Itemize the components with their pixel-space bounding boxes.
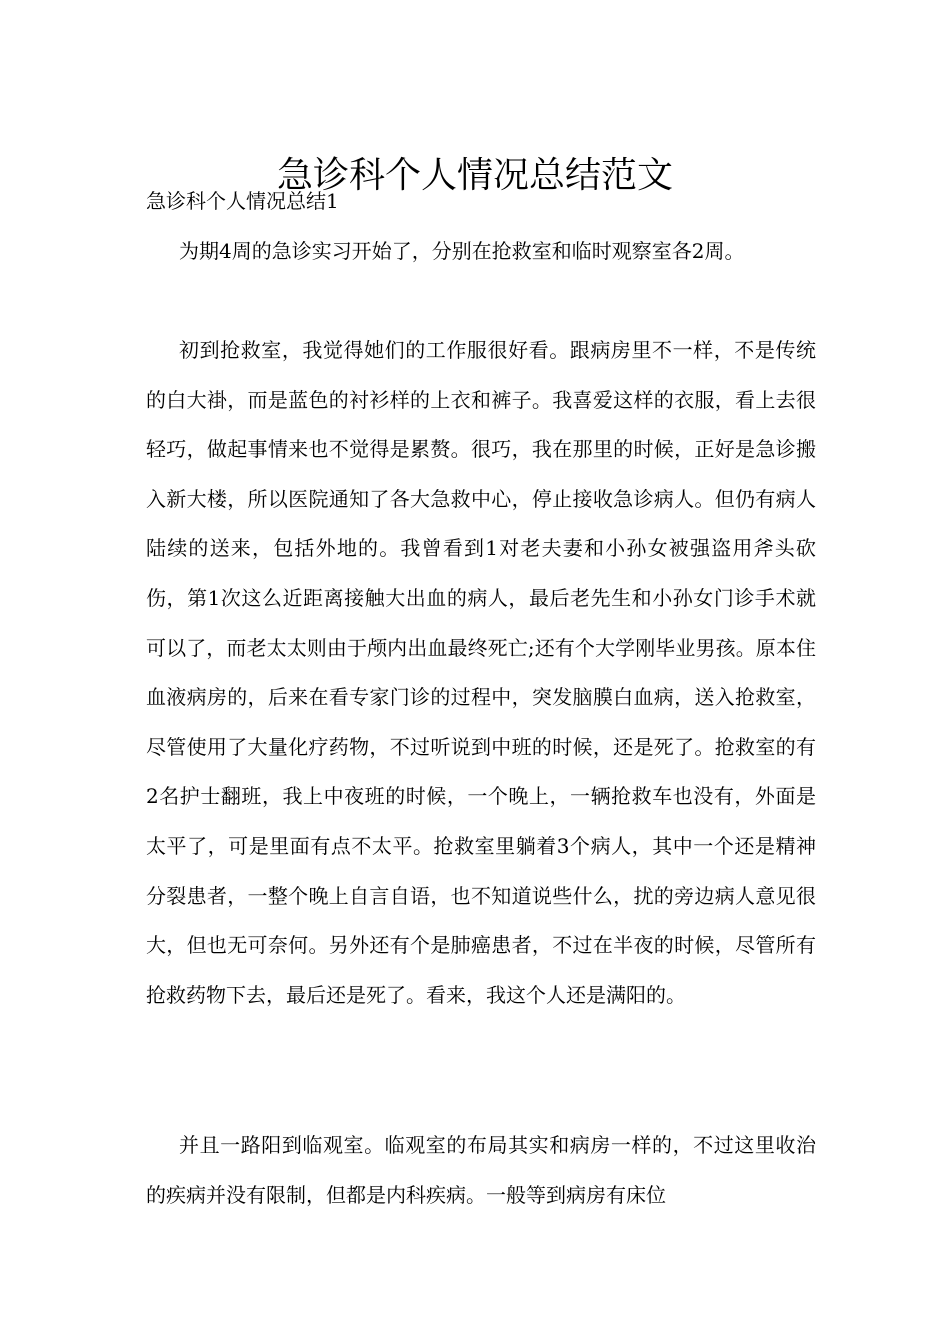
paragraph-3: 并且一路阳到临观室。临观室的布局其实和病房一样的，不过这里收治的疾病并没有限制，但都是内科疾病。一般等到病房有床位 [146, 1133, 816, 1207]
section-heading: 急诊科个人情况总结1 [146, 189, 339, 213]
paragraph-1: 为期4周的急诊实习开始了，分别在抢救室和临时观察室各2周。 [179, 239, 745, 263]
paragraph-2: 初到抢救室，我觉得她们的工作服很好看。跟病房里不一样，不是传统的白大褂，而是蓝色的衬衫样的上衣和裤子。我喜爱这样的衣服，看上去很轻巧，做起事情来也不觉得是累赘。很巧，我在那里的时候，正好是急诊搬入新大楼，所以医院通知了各大急救中心，停止接收急诊病人。但仍有病人陆续的送来，包括外地的。我曾看到1对老夫妻和小孙女被强盗用斧头砍伤，第1次这么近距离接触大出血的病人，最后老先生和小孙女门诊手术就可以了，而老太太则由于颅内出血最终死亡;还有个大学刚毕业男孩。原本住血液病房的，后来在看专家门诊的过程中，突发脑膜白血病，送入抢救室，尽管使用了大量化疗药物，不过听说到中班的时候，还是死了。抢救室的有2名护士翻班，我上中夜班的时候，一个晚上，一辆抢救车也没有，外面是太平了，可是里面有点不太平。抢救室里躺着3个病人，其中一个还是精神分裂患者，一整个晚上自言自语，也不知道说些什么，扰的旁边病人意见很大，但也无可奈何。另外还有个是肺癌患者，不过在半夜的时候，尽管所有抢救药物下去，最后还是死了。看来，我这个人还是满阳的。 [146, 338, 816, 1007]
document-title: 急诊科个人情况总结范文 [276, 155, 673, 197]
